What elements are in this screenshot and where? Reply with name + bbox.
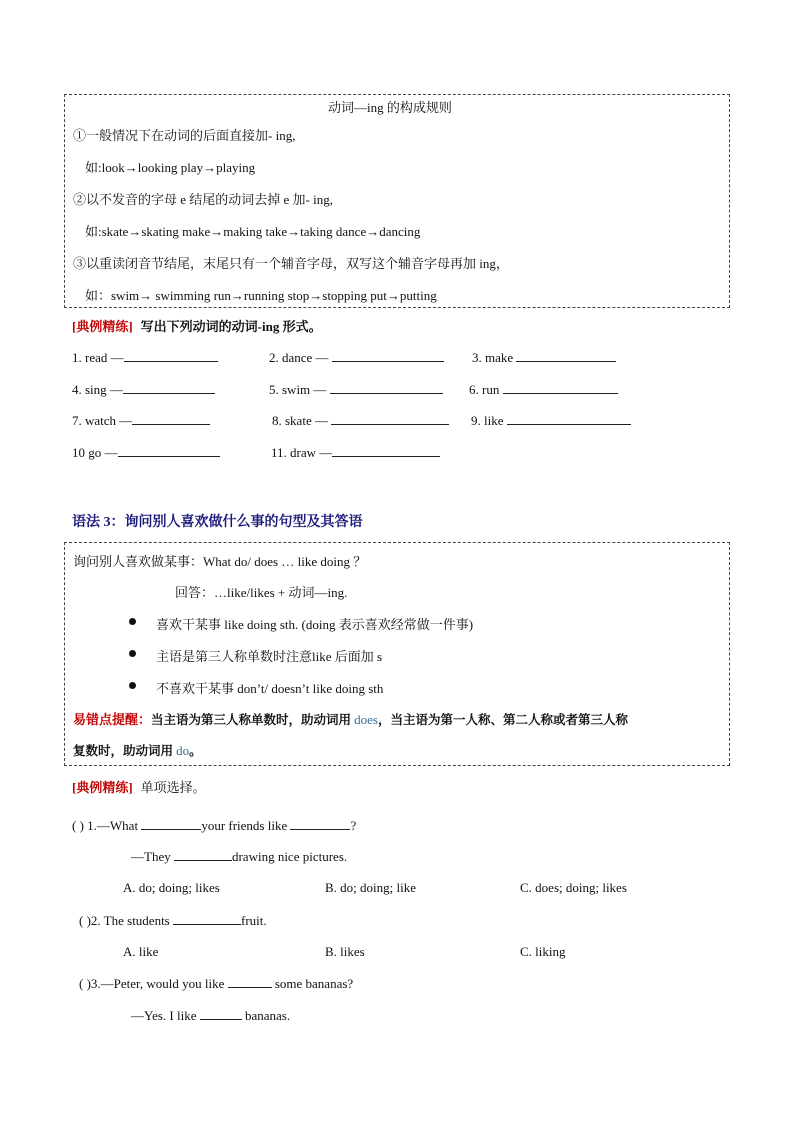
ex1-item-9[interactable]: 9. like — [471, 412, 631, 429]
question-2[interactable]: ( )2. The students fruit. — [79, 913, 267, 928]
tip-label: 易错点提醒： — [73, 712, 152, 727]
exercise2-header — [72, 777, 206, 797]
rule-2-example: 如:skate→skating make→making take→taking dance→dancing — [85, 224, 421, 239]
ex1-item-11[interactable]: 11. draw — — [271, 444, 440, 461]
exercise1-header — [72, 316, 322, 336]
exercise1-instruction: 写出下列动词的动词-ing 形式。 — [140, 319, 322, 334]
rule-1: ①一般情况下在动词的后面直接加- ing, — [73, 128, 296, 143]
grammar3-answer: 回答：…like/likes + 动词—ing. — [175, 585, 348, 600]
rule-1-example: 如:look→looking play→playing — [85, 160, 256, 175]
grammar3-bullet-1: 喜欢干某事 like doing sth. (doing 表示喜欢经常做一件事) — [156, 617, 474, 632]
ex1-item-10[interactable]: 10 go — — [72, 444, 220, 461]
grammar3-bullet-3: 不喜欢干某事 don’t/ doesn’t like doing sth — [156, 681, 384, 696]
ex1-item-1[interactable]: 1. read — — [72, 349, 218, 366]
q2-option-a[interactable]: A. like — [123, 944, 159, 959]
rule-3-example: 如：swim→ swimming run→running stop→stopping put→putting — [85, 288, 437, 303]
ex1-item-3[interactable]: 3. make — [472, 349, 616, 366]
question-1[interactable]: ( ) 1.—What your friends like ? — [72, 818, 357, 833]
q1-option-b[interactable]: B. do; doing; like — [325, 880, 416, 895]
q2-option-c[interactable]: C. liking — [520, 944, 566, 959]
ex1-item-2[interactable]: 2. dance — — [269, 349, 444, 366]
exercise2-instruction: 单项选择。 — [140, 780, 206, 795]
ex1-item-7[interactable]: 7. watch — — [72, 412, 210, 429]
grammar3-tip-line-2: 复数时，助动词用 do。 — [73, 743, 202, 758]
bullet-icon — [129, 650, 136, 657]
question-1-answer[interactable]: —They drawing nice pictures. — [131, 849, 348, 864]
exercise2-tag: [典例精练] — [72, 780, 133, 795]
grammar3-tip-line-1: 易错点提醒：当主语为第三人称单数时，助动词用 does，当主语为第一人称、第二人称或者第三人称 — [73, 712, 629, 727]
grammar3-question: 询问别人喜欢做某事：What do/ does … like doing ？ — [73, 554, 367, 569]
q1-option-a[interactable]: A. do; doing; likes — [123, 880, 220, 895]
rule-2: ②以不发音的字母 e 结尾的动词去掉 e 加- ing, — [73, 192, 333, 207]
bullet-icon — [129, 682, 136, 689]
ex1-item-5[interactable]: 5. swim — — [269, 381, 443, 398]
grammar3-heading: 语法 3：询问别人喜欢做什么事的句型及其答语 — [72, 515, 363, 530]
ex1-item-8[interactable]: 8. skate — — [272, 412, 449, 429]
ex1-item-4[interactable]: 4. sing — — [72, 381, 215, 398]
ex1-item-6[interactable]: 6. run — [469, 381, 618, 398]
rule-3: ③以重读闭音节结尾，末尾只有一个辅音字母，双写这个辅音字母再加 ing， — [73, 256, 509, 271]
question-3[interactable]: ( )3.—Peter, would you like some bananas? — [79, 976, 354, 991]
exercise1-tag: [典例精练] — [72, 319, 133, 334]
rules-title: 动词—ing 的构成规则 — [328, 100, 452, 115]
grammar3-bullet-2: 主语是第三人称单数时注意like 后面加 s — [156, 649, 383, 664]
question-3-answer[interactable]: —Yes. I like bananas. — [131, 1008, 291, 1023]
q2-option-b[interactable]: B. likes — [325, 944, 365, 959]
q1-option-c[interactable]: C. does; doing; likes — [520, 880, 627, 895]
bullet-icon — [129, 618, 136, 625]
